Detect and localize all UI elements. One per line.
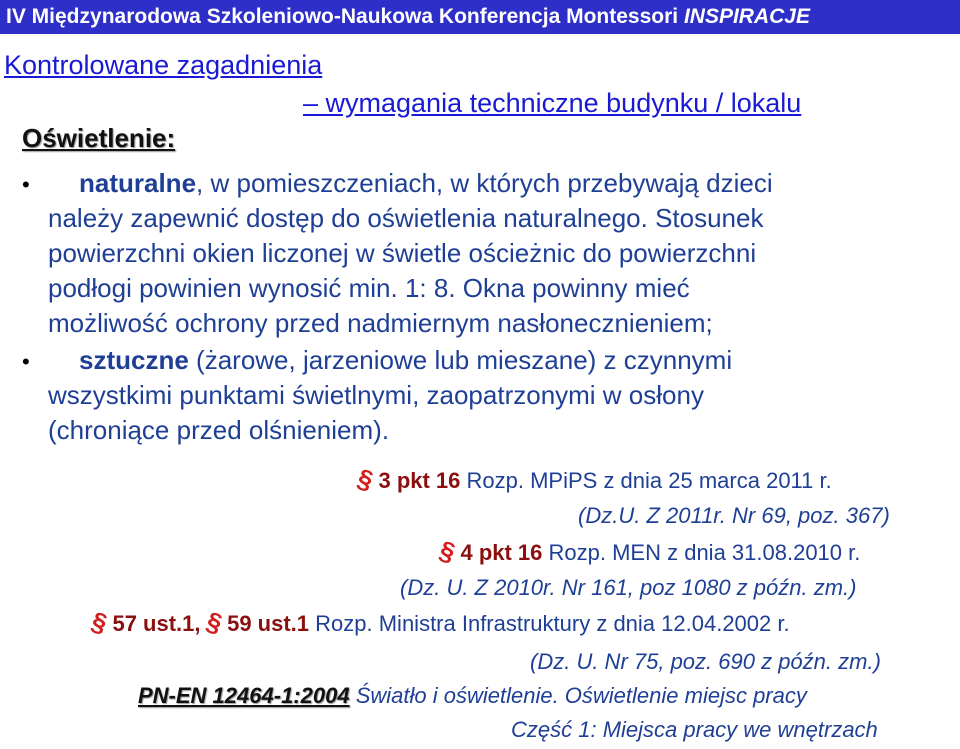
item2-bold: sztuczne — [79, 345, 189, 375]
item1-bold: naturalne — [79, 168, 197, 198]
standard-code: PN-EN 12464-1:2004 — [138, 683, 350, 708]
ref3-line1 — [87, 605, 790, 639]
ref2-bold: 4 pkt 16 — [460, 540, 543, 565]
ref1-text: Rozp. MPiPS z dnia 25 marca 2011 r. — [460, 468, 832, 493]
item2-line2: wszystkimi punktami świetlnymi, zaopatrzonymi w osłony — [48, 380, 704, 410]
bullet-icon: • — [22, 172, 30, 197]
slide-title-line1: Kontrolowane zagadnienia — [4, 50, 323, 80]
slide-title-line2: – wymagania techniczne budynku / lokalu — [303, 88, 802, 118]
item1-line2: należy zapewnić dostęp do oświetlenia naturalnego. Stosunek — [48, 203, 764, 233]
standard-line1 — [138, 683, 807, 709]
conference-header-text: IV Międzynarodowa Szkoleniowo-Naukowa Konferencja Montessori — [6, 5, 684, 28]
item2-rest: (żarowe, jarzeniowe lub mieszane) z czynnymi — [188, 345, 733, 375]
standard-text: Światło i oświetlenie. Oświetlenie miejsc pracy — [349, 683, 807, 708]
ref2-line2: (Dz. U. Z 2010r. Nr 161, poz 1080 z późn. zm.) — [400, 575, 857, 600]
item1-line1 — [79, 166, 773, 202]
section-sign-icon: § — [435, 534, 459, 568]
ref1-line2: (Dz.U. Z 2011r. Nr 69, poz. 367) — [578, 503, 890, 528]
section-heading: Oświetlenie: — [22, 123, 176, 153]
item1-rest: , w pomieszczeniach, w których przebywają dzieci — [196, 168, 773, 198]
item2-line3: (chroniące przed olśnieniem). — [48, 415, 390, 445]
ref3-bold1: 57 ust.1, — [112, 611, 207, 636]
item1-line3: powierzchni okien liczonej w świetle ościeżnic do powierzchni — [48, 238, 757, 268]
item2-line1 — [79, 343, 732, 379]
conference-header-bar — [0, 0, 960, 34]
item1-line5: możliwość ochrony przed nadmiernym nasłonecznieniem; — [48, 308, 713, 338]
ref3-line2: (Dz. U. Nr 75, poz. 690 z późn. zm.) — [530, 649, 881, 674]
standard-line2: Część 1: Miejsca pracy we wnętrzach — [511, 717, 878, 742]
ref1-bold: 3 pkt 16 — [378, 468, 461, 493]
section-sign-icon: § — [202, 605, 226, 639]
conference-header-italic: INSPIRACJE — [683, 5, 810, 28]
ref3-bold2: 59 ust.1 — [227, 611, 310, 636]
section-sign-icon: § — [87, 605, 111, 639]
bullet-icon: • — [22, 349, 30, 374]
section-sign-icon: § — [353, 462, 377, 496]
item1-line4: podłogi powinien wynosić min. 1: 8. Okna powinny mieć — [48, 273, 690, 303]
ref2-text: Rozp. MEN z dnia 31.08.2010 r. — [542, 540, 861, 565]
ref2-line1 — [435, 534, 861, 568]
ref1-line1 — [353, 462, 832, 496]
ref3-text: Rozp. Ministra Infrastruktury z dnia 12.04.2002 r. — [309, 611, 790, 636]
